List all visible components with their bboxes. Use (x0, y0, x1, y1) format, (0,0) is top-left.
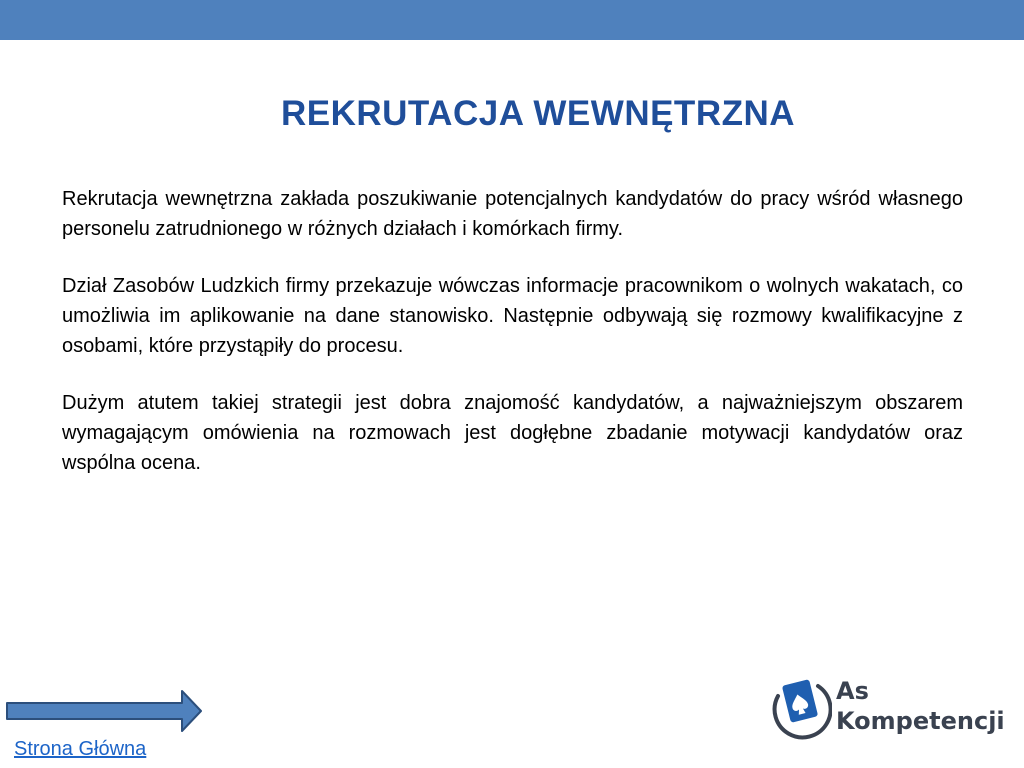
spade-card-icon (768, 672, 832, 744)
paragraph-1: Rekrutacja wewnętrzna zakłada poszukiwanie potencjalnych kandydatów do pracy wśród własnego personelu zatrudnionego w różnych działach i komórkach firmy. (62, 188, 963, 240)
logo-line-1: As (836, 677, 869, 705)
as-kompetencji-logo (768, 672, 1005, 748)
logo-text (836, 676, 1005, 736)
logo-line-2: Kompetencji (836, 707, 1005, 735)
top-banner (0, 0, 1024, 40)
paragraph-3: Dużym atutem takiej strategii jest dobra znajomość kandydatów, a najważniejszym obszarem wymagającym omówienia na rozmowach jest dogłębne zbadanie motywacji kandydatów oraz wspólna ocena. (62, 392, 963, 474)
slide-title: REKRUTACJA WEWNĘTRZNA (280, 94, 796, 133)
paragraph-2: Dział Zasobów Ludzkich firmy przekazuje wówczas informacje pracownikom o wolnych wakatach, co umożliwia im aplikowanie na dane stanowisko. Następnie odbywają się rozmowy kwalifikacyjne z osobami, które przystąpiły do procesu. (62, 275, 963, 357)
home-link[interactable]: Strona Główna (14, 738, 147, 760)
slide-content (62, 184, 963, 505)
right-arrow-icon[interactable] (4, 688, 204, 734)
